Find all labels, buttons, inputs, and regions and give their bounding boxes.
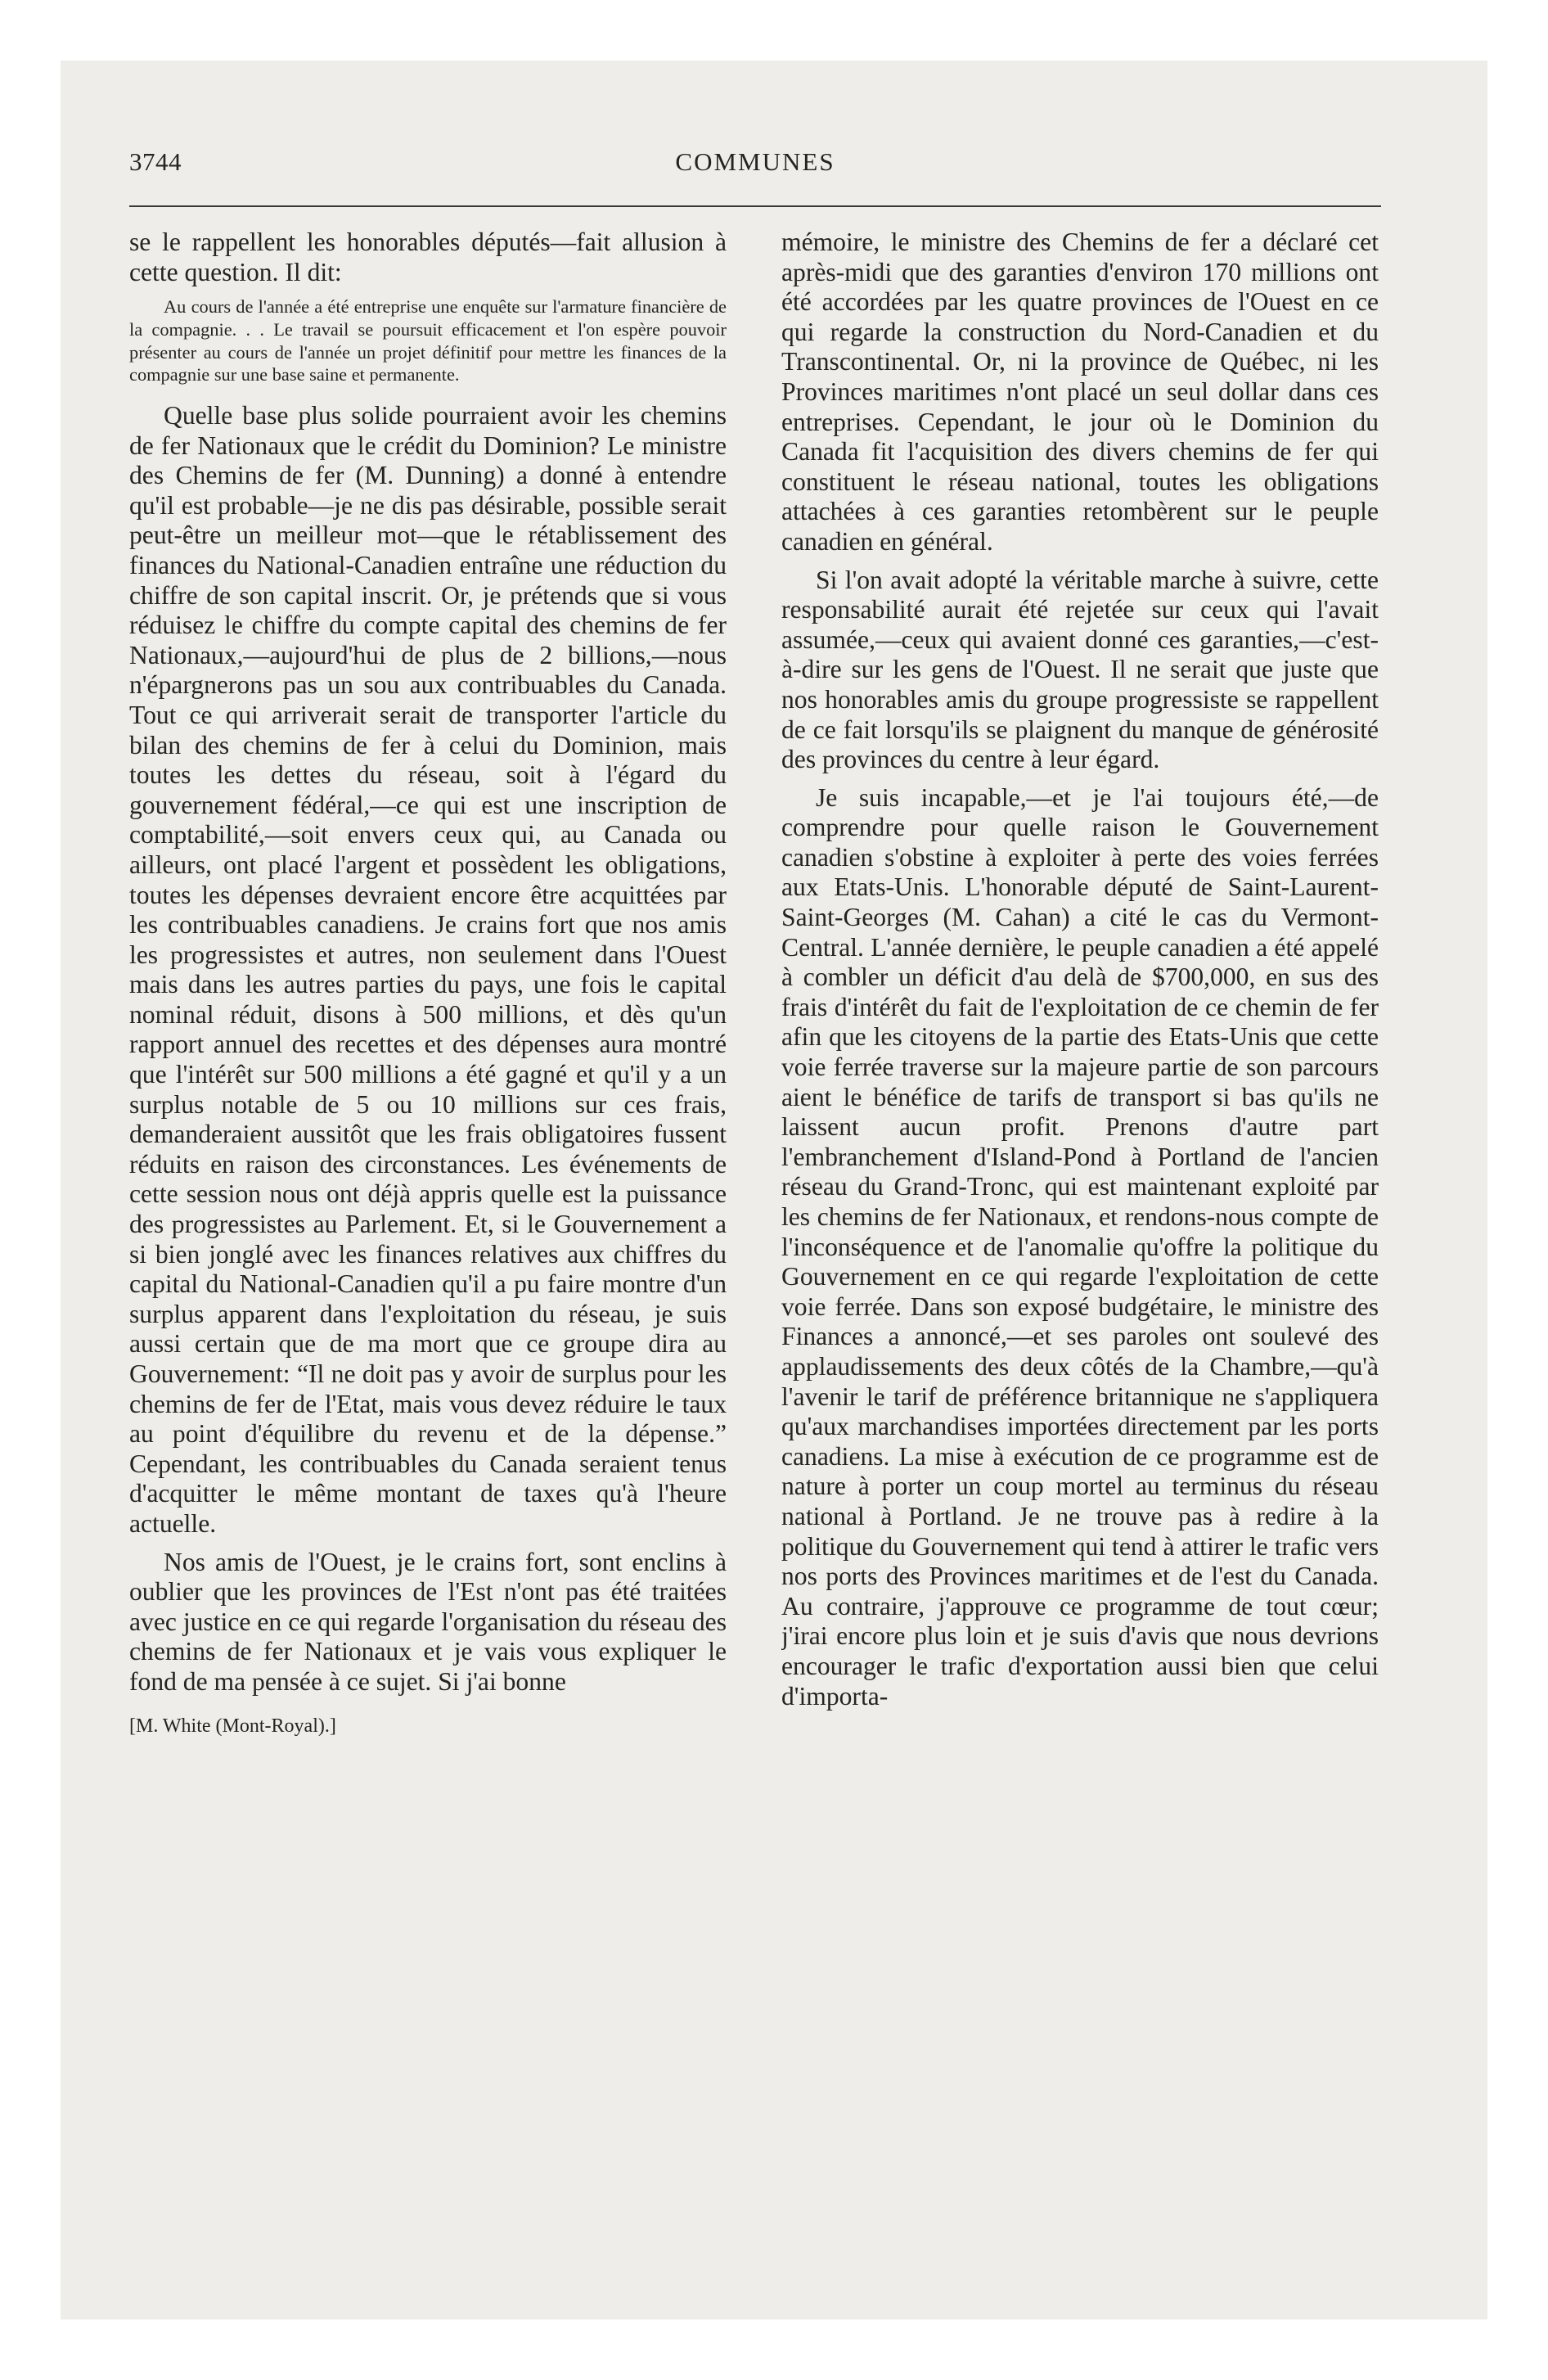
paragraph: Si l'on avait adopté la véritable marche à suivre, cette responsabilité aurait été rejetée sur ceux qui l'avait assumée,—ceux qui avaient donné ces garanties,—c'est-à-dire sur les gens de l'Ouest. Il ne serait que juste que nos honorables amis du groupe progressiste se rappellent de ce fait lorsqu'ils se plaignent du manque de générosité des provinces du centre à leur égard. bbox=[781, 565, 1379, 774]
right-column bbox=[781, 228, 1379, 2175]
page-header bbox=[129, 147, 1381, 188]
page-number: 3744 bbox=[129, 147, 182, 176]
paragraph: se le rappellent les honorables députés—fait allusion à cette question. Il dit: bbox=[129, 228, 727, 286]
block-quote: Au cours de l'année a été entreprise une enquête sur l'armature financière de la compagnie. . . Le travail se poursuit efficacement et l'on espère pouvoir présenter au cours de l'année un projet définitif pour mettre les finances de la compagnie sur une base saine et permanente. bbox=[129, 296, 727, 385]
running-title: COMMUNES bbox=[675, 147, 835, 176]
paragraph: mémoire, le ministre des Chemins de fer a déclaré cet après-midi que des garanties d'environ 170 millions ont été accordées par les quatre provinces de l'Ouest en ce qui regarde la construction du Nord-Canadien et du Transcontinental. Or, ni la province de Québec, ni les Provinces maritimes n'ont placé un seul dollar dans ces entreprises. Cependant, le jour où le Dominion du Canada fit l'acquisition des divers chemins de fer qui constituent le réseau national, toutes les obligations attachées à ces garanties retombèrent sur le peuple canadien en général. bbox=[781, 228, 1379, 556]
paragraph: Je suis incapable,—et je l'ai toujours été,—de comprendre pour quelle raison le Gouvernement canadien s'obstine à exploiter à perte des voies ferrées aux Etats-Unis. L'honorable député de Saint-Laurent-Saint-Georges (M. Cahan) a cité le cas du Vermont-Central. L'année dernière, le peuple canadien a été appelé à combler un déficit d'au delà de $700,000, en sus des frais d'intérêt du fait de l'exploitation de ce chemin de fer afin que les citoyens de la partie des Etats-Unis que cette voie ferrée traverse sur la majeure partie de son parcours aient le bénéfice de tarifs de transport si bas qu'ils ne laissent aucun profit. Prenons d'autre part l'embranchement d'Island-Pond à Portland de l'ancien réseau du Grand-Tronc, qui est maintenant exploité par les chemins de fer Nationaux, et rendons-nous compte de l'inconséquence et de l'anomalie qu'offre la politique du Gouvernement en ce qui regarde l'exploitation de cette voie ferrée. Dans son exposé budgétaire, le ministre des Finances a annoncé,—et ses paroles ont soulevé des applaudissements des deux côtés de la Chambre,—qu'à l'avenir le tarif de préférence britannique ne s'appliquera qu'aux marchandises importées directement par les ports canadiens. La mise à exécution de ce programme est de nature à porter un coup mortel au terminus du réseau national à Portland. Je ne trouve pas à redire à la politique du Gouvernement qui tend à attirer le trafic vers nos ports des Provinces maritimes et de l'est du Canada. Au contraire, j'approuve ce programme de tout cœur; j'irai encore plus loin et je suis d'avis que nous devrions encourager le trafic d'exportation aussi bien que celui d'importa- bbox=[781, 782, 1379, 1711]
paragraph: Quelle base plus solide pourraient avoir les chemins de fer Nationaux que le crédit du Dominion? Le ministre des Chemins de fer (M. Dunning) a donné à entendre qu'il est probable—je ne dis pas désirable, possible serait peut-être un meilleur mot—que le rétablissement des finances du National-Canadien entraîne une réduction du chiffre de son capital inscrit. Or, je prétends que si vous réduisez le chiffre du compte capital des chemins de fer Nationaux,—aujourd'hui de plus de 2 billions,—nous n'épargnerons pas un sou aux contribuables du Canada. Tout ce qui arriverait serait de transporter l'article du bilan des chemins de fer à celui du Dominion, mais toutes les dettes du réseau, soit à l'égard du gouvernement fédéral,—ce qui est une inscription de comptabilité,—soit envers ceux qui, au Canada ou ailleurs, ont placé l'argent et possèdent les obligations, toutes les dépenses devraient encore être acquittées par les contribuables canadiens. Je crains fort que nos amis les progressistes et autres, non seulement dans l'Ouest mais dans les autres parties du pays, une fois le capital nominal réduit, disons à 500 millions, et dès qu'un rapport annuel des recettes et des dépenses aura montré que l'intérêt sur 500 millions a été gagné et qu'il y a un surplus notable de 5 ou 10 millions sur ces frais, demanderaient aussitôt que les frais obligatoires fussent réduits en raison des circonstances. Les événements de cette session nous ont déjà appris quelle est la puissance des progressistes au Parlement. Et, si le Gouvernement a si bien jonglé avec les finances relatives aux chiffres du capital du National-Canadien qu'il a pu faire montre d'un surplus apparent dans l'exploitation du réseau, je suis aussi certain que de ma mort que ce groupe dira au Gouvernement: “Il ne doit pas y avoir de surplus pour les chemins de fer de l'Etat, mais vous devez réduire le taux au point d'équilibre du revenu et de la dépense.” Cependant, les contribuables du Canada seraient tenus d'acquitter le même montant de taxes qu'à l'heure actuelle. bbox=[129, 401, 727, 1538]
header-rule bbox=[129, 205, 1381, 207]
speaker-attribution: [M. White (Mont-Royal).] bbox=[129, 1715, 336, 1737]
left-column bbox=[129, 228, 727, 2175]
paragraph: Nos amis de l'Ouest, je le crains fort, sont enclins à oublier que les provinces de l'Est n'ont pas été traitées avec justice en ce qui regarde l'organisation du réseau des chemins de fer Nationaux et je vais vous expliquer le fond de ma pensée à ce sujet. Si j'ai bonne bbox=[129, 1547, 727, 1696]
